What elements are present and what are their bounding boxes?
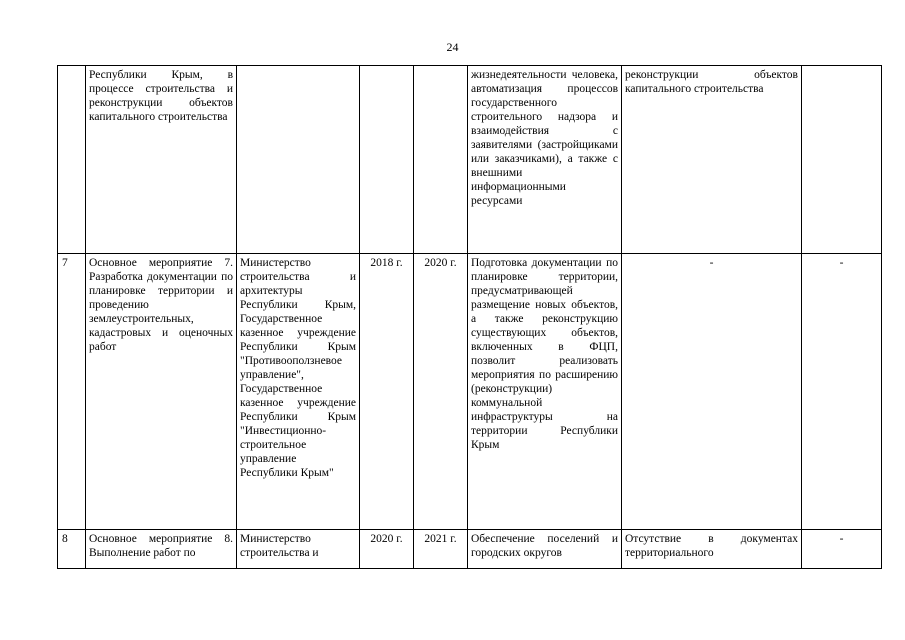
table-row (58, 66, 882, 254)
start-year-cell: 2018 г. (360, 254, 414, 530)
page-number: 24 (446, 40, 459, 54)
result-cell: жизнедеятельности человека, автоматизация процессов государственного строительного надзора и взаимодействия с заявителями (застройщиками или заказчиками), а также с внешними информационными ресурсами (468, 66, 622, 254)
end-year-cell: 2021 г. (414, 530, 468, 569)
program-events-table (57, 65, 882, 569)
consequences-cell: реконструкции объектов капитального строительства (622, 66, 802, 254)
event-cell: Республики Крым, в процессе строительства и реконструкции объектов капитального строительства (86, 66, 237, 254)
table-row (58, 254, 882, 530)
table-row (58, 530, 882, 569)
end-year-cell (414, 66, 468, 254)
event-cell: Основное мероприятие 8. Выполнение работ по (86, 530, 237, 569)
result-cell: Подготовка документации по планировке территории, предусматривающей размещение новых объектов, а также реконструкцию существующих объектов, включенных в ФЦП, позволит реализовать мероприятия по расширению (реконструкции) коммунальной инфраструктуры на территории Республики Крым (468, 254, 622, 530)
executor-cell: Министерство строительства и (237, 530, 360, 569)
consequences-cell: Отсутствие в документах территориального (622, 530, 802, 569)
executor-cell (237, 66, 360, 254)
executor-cell: Министерство строительства и архитектуры Республики Крым, Государственное казенное учреждение Республики Крым "Противооползневое управление", Государственное казенное учреждение Республики Крым "Инвестиционно-строительное управление Республики Крым" (237, 254, 360, 530)
start-year-cell: 2020 г. (360, 530, 414, 569)
event-cell: Основное мероприятие 7. Разработка документации по планировке территории и проведению землеустроительных, кадастровых и оценочных работ (86, 254, 237, 530)
result-cell: Обеспечение поселений и городских округов (468, 530, 622, 569)
link-cell: - (802, 254, 882, 530)
start-year-cell (360, 66, 414, 254)
row-number-cell: 7 (58, 254, 86, 530)
row-number-cell: 8 (58, 530, 86, 569)
link-cell: - (802, 530, 882, 569)
link-cell (802, 66, 882, 254)
consequences-cell: - (622, 254, 802, 530)
end-year-cell: 2020 г. (414, 254, 468, 530)
row-number-cell (58, 66, 86, 254)
